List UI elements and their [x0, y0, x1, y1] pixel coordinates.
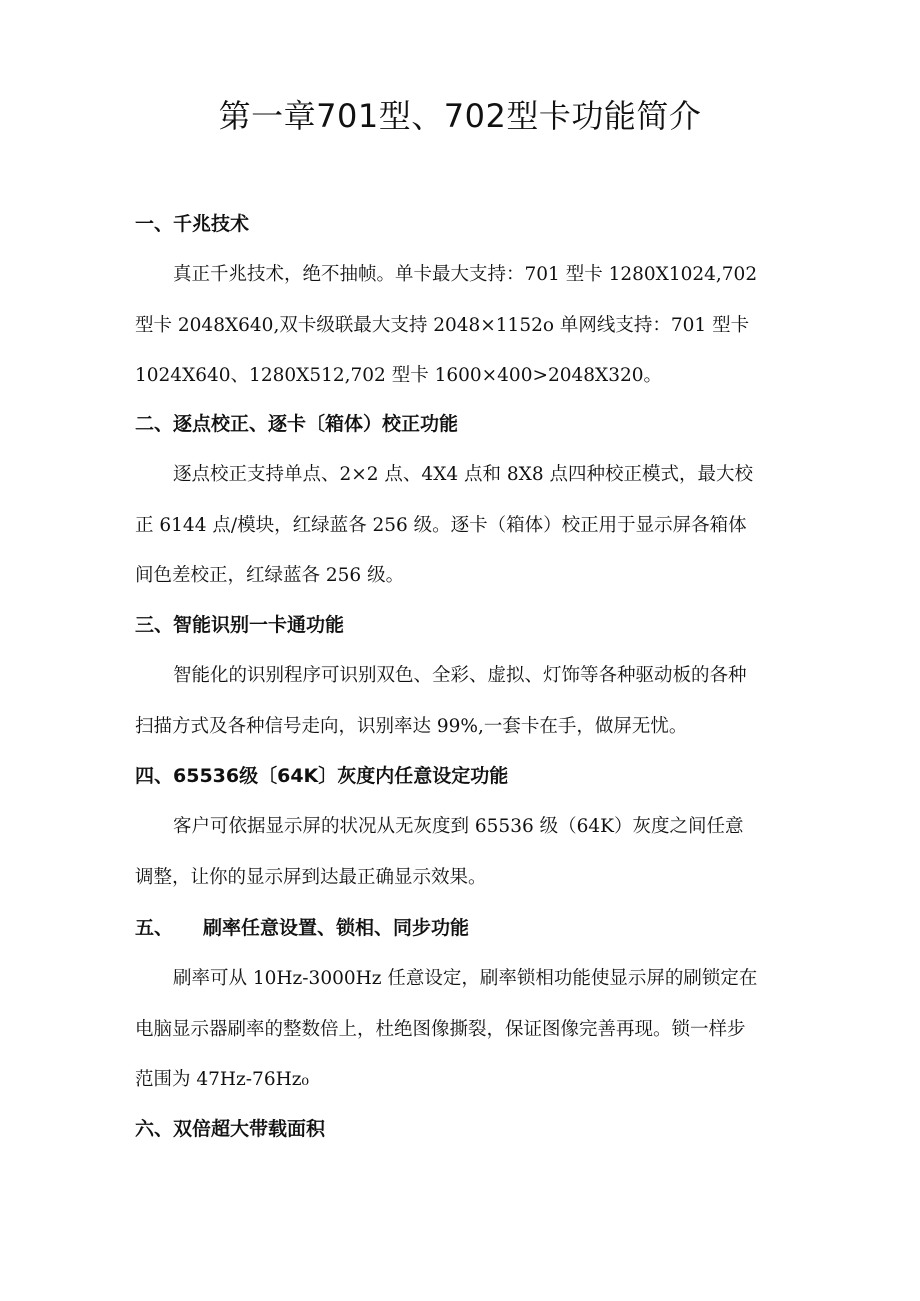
section-heading-text: 刷率任意设置、锁相、同步功能 [203, 917, 470, 939]
section-paragraph-2 [135, 450, 805, 602]
paragraph-line: 逐点校正支持单点、2×2 点、4X4 点和 8X8 点四种校正模式，最大校 [173, 464, 753, 485]
section-paragraph-4 [135, 802, 805, 903]
section-heading-4 [135, 762, 508, 790]
section-number: 五、 [135, 917, 174, 939]
paragraph-line: 扫描方式及各种信号走向，识别率达 99%,一套卡在手，做屏无忧。 [135, 715, 688, 737]
paragraph-line: 型卡 2048X640,双卡级联最大支持 2048×1152o 单网线支持：701 型卡 [135, 314, 750, 336]
section-number: 三、 [135, 614, 174, 636]
section-paragraph-3 [135, 651, 805, 752]
section-number: 四、 [135, 765, 174, 787]
paragraph-line: 电脑显示器刷率的整数倍上，杜绝图像撕裂，保证图像完善再现。锁一样步 [135, 1018, 746, 1040]
section-heading-3 [135, 611, 344, 639]
paragraph-line: 刷率可从 10Hz-3000Hz 任意设定，刷率锁相功能使显示屏的刷锁定在 [173, 968, 758, 989]
section-paragraph-1 [135, 250, 805, 402]
paragraph-line: 调整，让你的显示屏到达最正确显示效果。 [135, 866, 487, 888]
paragraph-line: 间色差校正，红绿蓝各 256 级。 [135, 565, 405, 586]
paragraph-line: 1024X640、1280X512,702 型卡 1600×400>2048X320。 [135, 365, 663, 386]
section-heading-text: 千兆技术 [173, 213, 250, 235]
section-heading-2 [135, 410, 458, 438]
section-heading-1 [135, 210, 249, 238]
chapter-title: 第一章701型、702型卡功能简介 [218, 97, 702, 135]
paragraph-line: 范围为 47Hz-76Hz₀ [135, 1069, 309, 1090]
section-heading-6 [135, 1115, 325, 1143]
paragraph-line: 真正千兆技术，绝不抽帧。单卡最大支持：701 型卡 1280X1024,702 [173, 264, 758, 285]
section-paragraph-5 [135, 954, 805, 1106]
paragraph-line: 正 6144 点/模块，红绿蓝各 256 级。逐卡（箱体）校正用于显示屏各箱体 [135, 514, 747, 536]
paragraph-line: 智能化的识别程序可识别双色、全彩、虚拟、灯饰等各种驱动板的各种 [173, 665, 747, 686]
section-number: 一、 [135, 213, 174, 235]
section-number: 六、 [135, 1118, 174, 1140]
paragraph-line: 客户可依据显示屏的状况从无灰度到 65536 级（64K）灰度之间任意 [173, 816, 744, 837]
section-heading-5 [135, 914, 469, 942]
section-heading-text: 65536级〔64K〕灰度内任意设定功能 [173, 765, 509, 787]
section-number: 二、 [135, 413, 174, 435]
section-heading-text: 智能识别一卡通功能 [173, 614, 345, 636]
section-heading-text: 逐点校正、逐卡〔箱体）校正功能 [173, 413, 459, 435]
section-heading-text: 双倍超大带载面积 [173, 1118, 326, 1140]
